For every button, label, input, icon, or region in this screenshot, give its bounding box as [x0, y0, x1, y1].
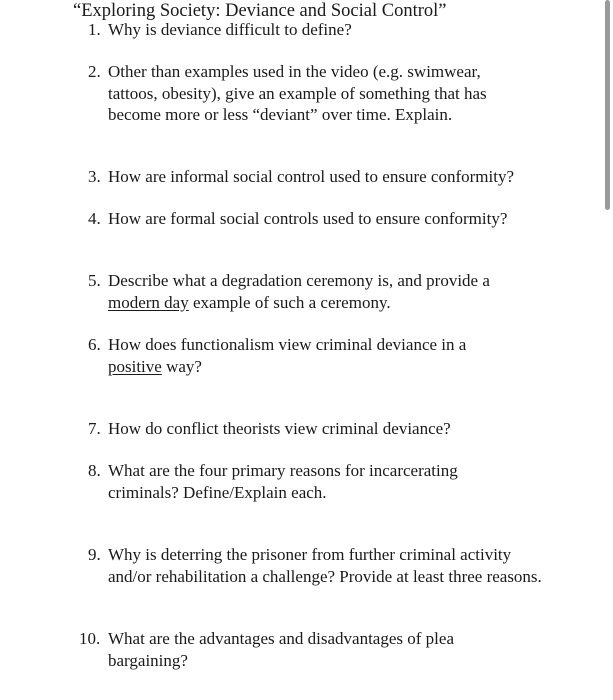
question-10	[79, 628, 519, 671]
question-2	[88, 61, 528, 126]
question-number: 9.	[88, 545, 101, 564]
question-number: 5.	[88, 271, 101, 290]
question-3	[88, 166, 568, 188]
underlined-phrase: positive	[108, 356, 162, 376]
question-text: Describe what a degradation ceremony is, and provide a	[108, 271, 490, 290]
question-text: How does functionalism view criminal deviance in a	[108, 335, 467, 354]
question-text: Other than examples used in the video (e.g. swimwear, tattoos, obesity), give an example of something that has become more or less “deviant” over time. Explain.	[108, 62, 487, 124]
question-number: 7.	[88, 419, 101, 438]
question-4	[88, 208, 568, 230]
question-1	[88, 19, 558, 41]
question-text: What are the advantages and disadvantages of plea bargaining?	[108, 629, 454, 670]
question-number: 1.	[88, 20, 101, 39]
question-text: How do conflict theorists view criminal deviance?	[108, 419, 451, 438]
document-title: “Exploring Society: Deviance and Social Control”	[73, 1, 447, 21]
question-text-end: way?	[161, 356, 202, 376]
underlined-phrase: modern day	[108, 292, 189, 312]
question-text: Why is deterring the prisoner from further criminal activity and/or rehabilitation a challenge? Provide at least three reasons.	[108, 545, 542, 586]
question-6	[88, 334, 548, 377]
question-text: How are informal social control used to ensure conformity?	[108, 167, 514, 186]
question-number: 8.	[88, 461, 101, 480]
question-number: 3.	[88, 167, 101, 186]
question-9	[88, 544, 558, 587]
question-text-end: example of such a ceremony.	[188, 292, 391, 312]
question-8	[88, 460, 508, 503]
vertical-scrollbar[interactable]	[603, 0, 613, 700]
question-number: 10.	[79, 629, 101, 648]
question-5	[88, 270, 548, 313]
question-number: 4.	[88, 209, 101, 228]
question-7	[88, 418, 568, 440]
question-number: 2.	[88, 62, 101, 81]
question-text: How are formal social controls used to ensure conformity?	[108, 209, 508, 228]
question-text: Why is deviance difficult to define?	[108, 20, 352, 39]
question-text: What are the four primary reasons for incarcerating criminals? Define/Explain each.	[108, 461, 458, 502]
question-number: 6.	[88, 335, 101, 354]
scrollbar-thumb[interactable]	[605, 0, 610, 210]
